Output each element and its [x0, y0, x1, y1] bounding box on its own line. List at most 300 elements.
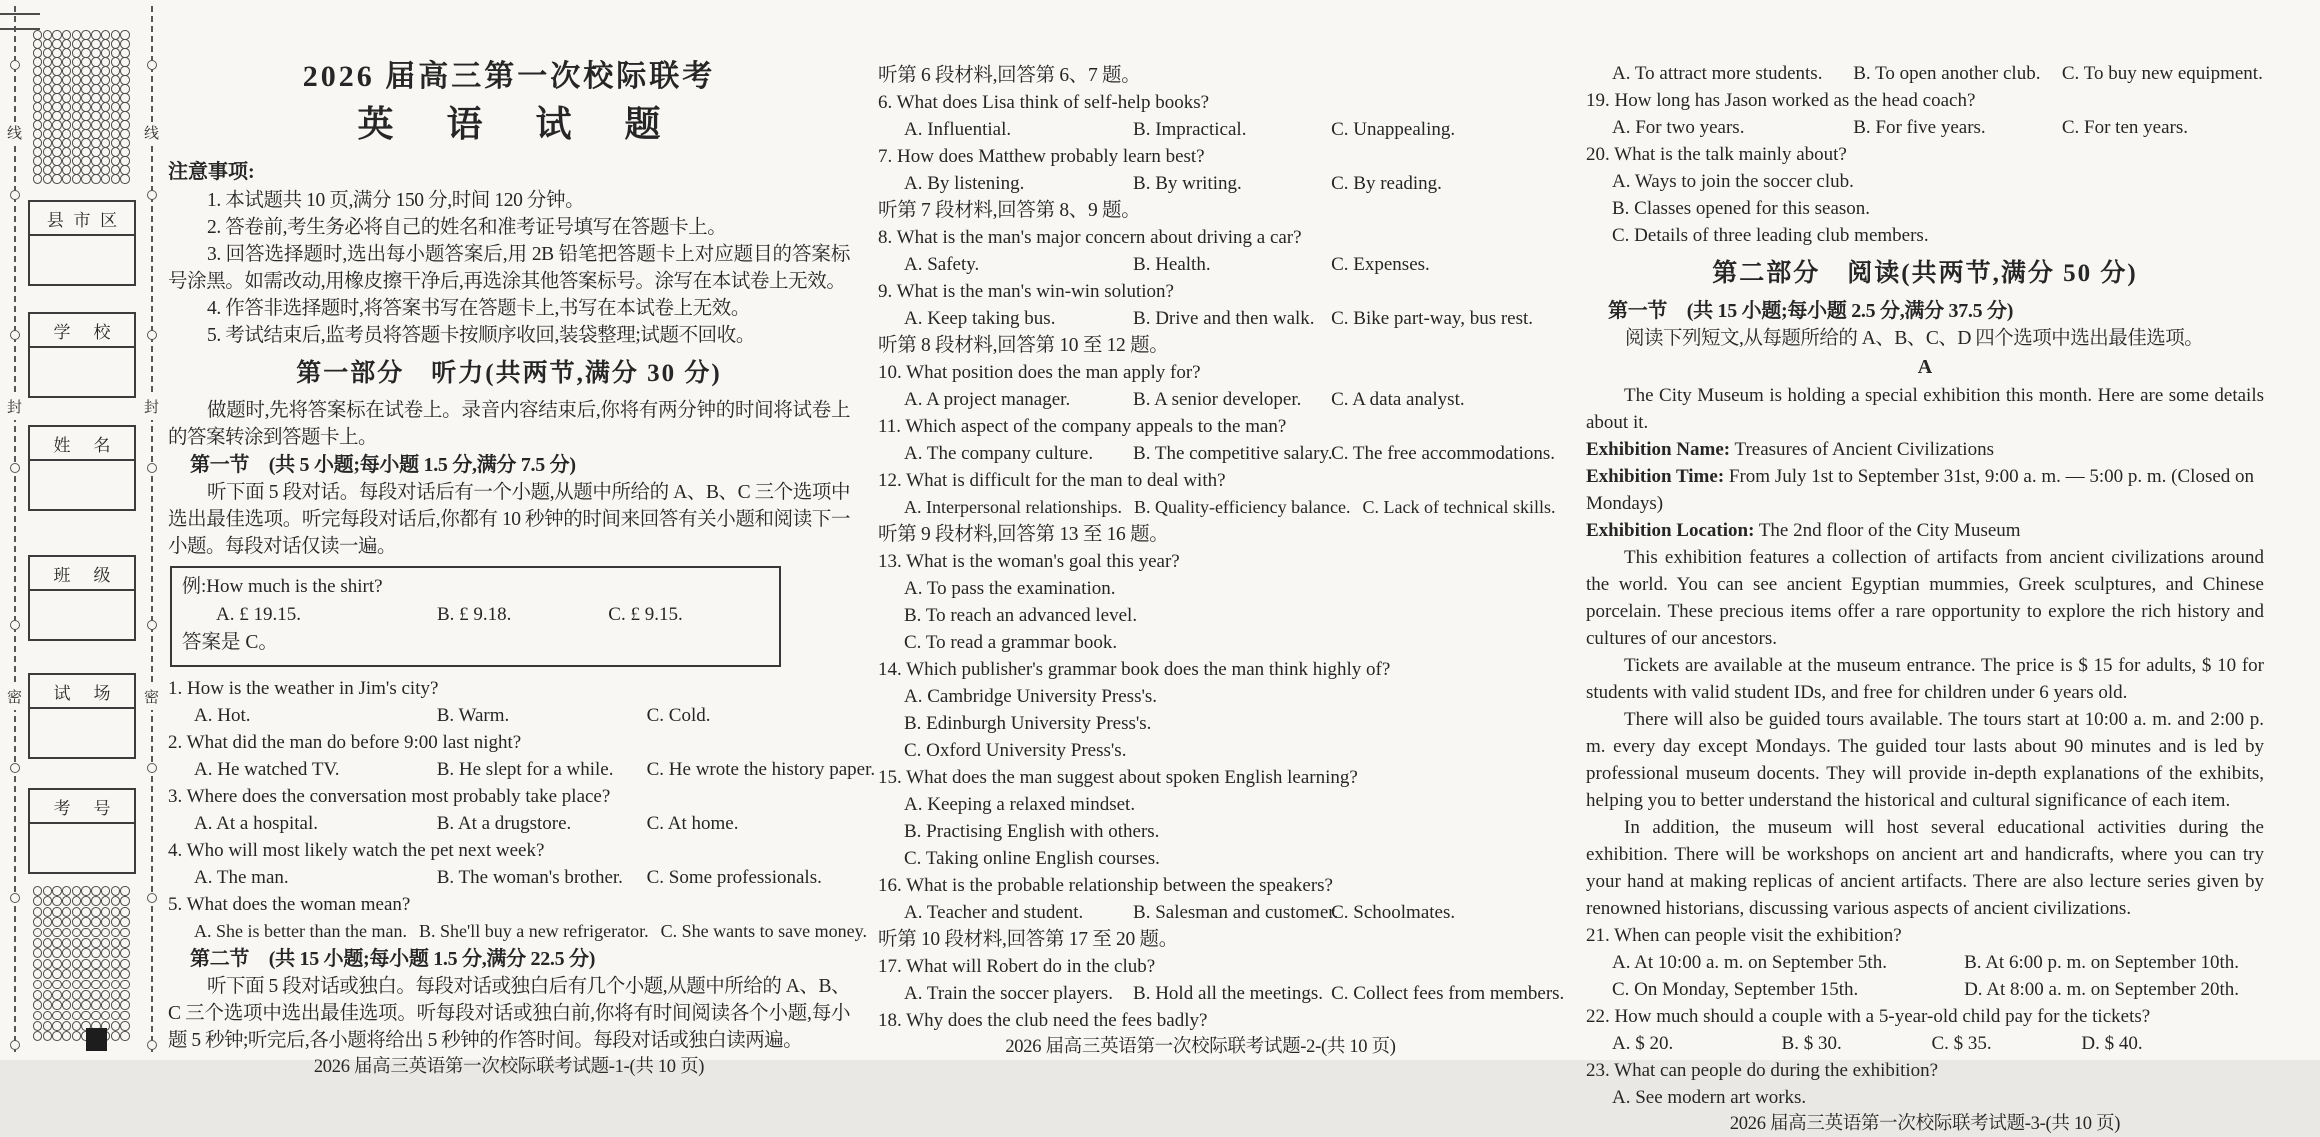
option: B. Practising English with others.	[904, 821, 1160, 842]
answer-bubble	[111, 174, 120, 184]
answer-bubble	[52, 959, 61, 969]
answer-bubble	[43, 886, 52, 896]
question-block	[878, 872, 1523, 926]
answer-bubble	[62, 990, 71, 1000]
option: A. Interpersonal relationships.	[904, 497, 1122, 517]
seal-circle	[10, 620, 20, 630]
answer-bubble	[33, 1021, 42, 1031]
answer-bubble	[101, 907, 110, 917]
option: C. Bike part-way, bus rest.	[1331, 308, 1534, 329]
answer-bubble	[72, 917, 81, 927]
answer-bubble	[101, 896, 110, 906]
page-2-column	[878, 62, 1565, 1057]
seal-char: 线	[6, 122, 23, 146]
seal-char: 封	[6, 396, 23, 420]
option: B. A senior developer.	[1133, 389, 1302, 410]
answer-bubble	[52, 969, 61, 979]
field-label-char: 场	[93, 683, 111, 703]
page-footer: 2026 届高三英语第一次校际联考试题-3-(共 10 页)	[1729, 1114, 2121, 1134]
answer-bubble	[72, 886, 81, 896]
option: A. Keep taking bus.	[904, 308, 1056, 329]
seal-circle	[10, 763, 20, 773]
field-label-char: 校	[93, 322, 111, 342]
option: C. Lack of technical skills.	[1362, 497, 1556, 517]
option: A. $ 20.	[1612, 1033, 1674, 1054]
answer-bubble	[33, 1011, 42, 1021]
answer-bubble	[72, 948, 81, 958]
seal-char: 线	[143, 122, 160, 146]
answer-bubble	[52, 1031, 61, 1041]
option: C. Cold.	[646, 705, 711, 726]
question-line: 2. What did the man do before 9:00 last night?	[168, 732, 522, 753]
answer-bubble	[43, 980, 52, 990]
page-footer: 2026 届高三英语第一次校际联考试题-2-(共 10 页)	[1005, 1037, 1396, 1057]
answer-bubble	[120, 1031, 129, 1041]
options-row	[878, 305, 1534, 332]
answer-bubble	[52, 886, 61, 896]
part-heading: 第一部分 听力(共两节,满分 30 分)	[296, 360, 722, 387]
question-block	[1586, 1003, 2264, 1057]
answer-bubble	[91, 1011, 100, 1021]
question-block	[1586, 141, 2264, 249]
question-line: 17. What will Robert do in the club?	[878, 956, 1156, 977]
instruction-paragraph: 听下面 5 段对话或独白。每段对话或独白后有几个小题,从题中所给的 A、B、C 三个选项中选出最佳选项。听每段对话或独白前,你将有时间阅读各个小题,每小题 5 秒钟;听完后,各小题将给出 5 秒钟的作答时间。每段对话或独白读两遍。	[168, 976, 850, 1051]
answer-bubble	[43, 1021, 52, 1031]
question-line: 3. Where does the conversation most probably take place?	[168, 786, 611, 807]
option: B. The woman's brother.	[436, 867, 623, 888]
seal-circle	[10, 60, 20, 70]
field-label-char: 市	[73, 210, 91, 230]
answer-bubble	[91, 948, 100, 958]
seal-circle	[10, 1040, 20, 1050]
question-line: 5. What does the woman mean?	[168, 894, 411, 915]
registration-dash	[0, 13, 40, 15]
answer-bubble	[91, 980, 100, 990]
answer-bubble	[52, 917, 61, 927]
answer-bubble	[62, 907, 71, 917]
answer-bubble	[72, 959, 81, 969]
instruction-paragraph: 阅读下列短文,从每题所给的 A、B、C、D 四个选项中选出最佳选项。	[1625, 328, 2204, 349]
answer-bubble	[81, 948, 90, 958]
answer-bubble	[120, 959, 129, 969]
answer-bubble	[111, 896, 120, 906]
answer-bubble	[111, 1011, 120, 1021]
question-block	[878, 764, 1523, 872]
seal-char: 封	[143, 396, 160, 420]
notice-item: 5. 考试结束后,监考员将答题卡按顺序收回,装袋整理;试题不回收。	[207, 325, 755, 346]
options-row	[182, 601, 769, 628]
answer-bubble	[120, 990, 129, 1000]
option: B. To open another club.	[1853, 63, 2041, 84]
options-row	[878, 980, 1565, 1007]
option: B. Warm.	[436, 705, 510, 726]
field-label-char: 姓	[53, 435, 71, 455]
answer-bubble	[43, 1000, 52, 1010]
info-label: Exhibition Name:	[1586, 439, 1731, 460]
info-label: Exhibition Time:	[1586, 466, 1725, 487]
seal-circle	[10, 330, 20, 340]
answer-bubble	[120, 174, 129, 184]
answer-bubble	[62, 1000, 71, 1010]
material-header: 听第 9 段材料,回答第 13 至 16 题。	[878, 524, 1169, 545]
answer-bubble	[72, 990, 81, 1000]
question-block	[1586, 1057, 2264, 1111]
answer-bubble	[43, 969, 52, 979]
option: A. To pass the examination.	[904, 578, 1116, 599]
answer-bubble	[62, 1011, 71, 1021]
question-line: 6. What does Lisa think of self-help books?	[878, 92, 1210, 113]
passage-paragraph: In addition, the museum will host several educational activities during the exhibition. There will be workshops on ancient art and handicrafts, where you can try your hand at making replicas of ancient artifacts. There are also lecture series given by renowned historians, discussing various aspects of ancient civilizations.	[1586, 817, 2264, 919]
option: B. He slept for a while.	[436, 759, 614, 780]
seal-char: 密	[143, 686, 160, 710]
field-label-char: 考	[53, 798, 71, 818]
options-row	[878, 170, 1523, 197]
answer-bubble	[52, 907, 61, 917]
question-block	[1586, 87, 2264, 141]
answer-bubble	[72, 1021, 81, 1031]
question-block	[878, 656, 1523, 764]
option: B. Impractical.	[1133, 119, 1247, 140]
options-row	[878, 386, 1523, 413]
question-line: 10. What position does the man apply for?	[878, 362, 1201, 383]
question-block	[1586, 922, 2264, 1003]
info-value: Treasures of Ancient Civilizations	[1730, 439, 1994, 460]
answer-bubble	[91, 917, 100, 927]
option: B. The competitive salary.	[1133, 443, 1333, 464]
option: C. The free accommodations.	[1331, 443, 1555, 464]
option: B. Edinburgh University Press's.	[904, 713, 1152, 734]
question-block	[878, 359, 1523, 413]
field-label-char: 级	[93, 565, 111, 585]
info-value: The 2nd floor of the City Museum	[1754, 520, 2021, 541]
answer-bubble	[43, 1031, 52, 1041]
part-heading: 第二部分 阅读(共两节,满分 50 分)	[1712, 260, 2138, 287]
answer-bubble	[120, 1000, 129, 1010]
answer-bubble	[101, 917, 110, 927]
answer-bubble	[62, 969, 71, 979]
field-box-4	[28, 555, 136, 641]
section-heading: 第二节 (共 15 小题;每小题 1.5 分,满分 22.5 分)	[190, 948, 596, 970]
answer-bubble	[120, 1021, 129, 1031]
answer-bubble	[33, 980, 42, 990]
answer-bubble	[120, 907, 129, 917]
answer-bubble	[81, 980, 90, 990]
seal-circle	[10, 893, 20, 903]
option: B. Quality-efficiency balance.	[1133, 497, 1351, 517]
options-row	[878, 440, 1555, 467]
options-row	[1586, 1030, 2264, 1057]
option: C. $ 35.	[1931, 1033, 1992, 1054]
options-row	[1586, 949, 2264, 1003]
answer-bubble	[120, 948, 129, 958]
option: C. Some professionals.	[646, 867, 822, 888]
option: A. At a hospital.	[194, 813, 319, 834]
field-label-char: 班	[53, 565, 71, 585]
answer-bubble	[52, 948, 61, 958]
answer-bubble	[72, 1011, 81, 1021]
answer-bubble	[111, 938, 120, 948]
passage-paragraph: Tickets are available at the museum entrance. The price is $ 15 for adults, $ 10 for students with valid student IDs, and free for children under 6 years old.	[1586, 655, 2264, 703]
question-block	[878, 224, 1523, 278]
notice-item: 2. 答卷前,考生务必将自己的姓名和准考证号填写在答题卡上。	[207, 217, 727, 238]
answer-bubble	[91, 1000, 100, 1010]
answer-bubble	[81, 886, 90, 896]
option: B. At a drugstore.	[436, 813, 572, 834]
option: C. She wants to save money.	[660, 921, 867, 941]
answer-bubble	[101, 990, 110, 1000]
answer-bubble	[43, 938, 52, 948]
seal-circle	[10, 190, 20, 200]
seal-circle	[147, 330, 157, 340]
answer-bubble	[52, 938, 61, 948]
passage-paragraph: There will also be guided tours available. The tours start at 10:00 a. m. and 2:00 p. m. every day except Mondays. The guided tour lasts about 90 minutes and is led by professional museum docents. They will provide in-depth explanations of the exhibits, helping you to better understand the historical and cultural significance of each item.	[1586, 709, 2264, 811]
answer-bubble	[111, 959, 120, 969]
answer-bubble	[101, 1011, 110, 1021]
answer-bubble	[43, 907, 52, 917]
option: A. See modern art works.	[1612, 1087, 1807, 1108]
option: C. Schoolmates.	[1331, 902, 1456, 923]
section-heading: 第一节 (共 15 小题;每小题 2.5 分,满分 37.5 分)	[1608, 300, 2014, 322]
option: A. Train the soccer players.	[904, 983, 1113, 1004]
question-line: 1. How is the weather in Jim's city?	[168, 678, 439, 699]
passage-paragraph: The City Museum is holding a special exhibition this month. Here are some details about it.	[1586, 385, 2264, 433]
answer-bubble	[101, 948, 110, 958]
question-line: 9. What is the man's win-win solution?	[878, 281, 1174, 302]
seal-circle	[147, 1040, 157, 1050]
question-block	[878, 1007, 1523, 1034]
answer-bubble	[62, 896, 71, 906]
option: C. Collect fees from members.	[1331, 983, 1565, 1004]
answer-bubble	[91, 990, 100, 1000]
option: A. Ways to join the soccer club.	[1612, 171, 1854, 192]
answer-bubble	[72, 938, 81, 948]
answer-bubble-grid	[33, 30, 130, 183]
answer-bubble	[33, 917, 42, 927]
field-label-char: 名	[93, 435, 111, 455]
field-label-char: 号	[93, 798, 111, 818]
instruction-paragraph: 听下面 5 段对话。每段对话后有一个小题,从题中所给的 A、B、C 三个选项中选出最佳选项。听完每段对话后,你都有 10 秒钟的时间来回答有关小题和阅读下一小题。每段对话仅读一遍。	[168, 482, 850, 557]
answer-bubble	[81, 907, 90, 917]
option: C. Oxford University Press's.	[904, 740, 1127, 761]
field-box-6	[28, 788, 136, 874]
answer-bubble	[81, 1000, 90, 1010]
answer-bubble	[81, 917, 90, 927]
question-block	[168, 837, 850, 891]
answer-bubble	[52, 1000, 61, 1010]
question-block	[168, 891, 867, 945]
field-box-5	[28, 673, 136, 759]
question-line: 16. What is the probable relationship between the speakers?	[878, 875, 1333, 896]
option: A. The man.	[194, 867, 289, 888]
question-block	[168, 783, 850, 837]
registration-mark	[86, 1028, 107, 1051]
question-line: 21. When can people visit the exhibition?	[1586, 925, 1902, 946]
seal-char: 密	[6, 686, 23, 710]
answer-bubble	[52, 1011, 61, 1021]
field-label	[30, 790, 134, 824]
field-label	[30, 202, 134, 236]
answer-bubble	[72, 896, 81, 906]
option: C. To buy new equipment.	[2061, 63, 2263, 84]
material-header: 听第 6 段材料,回答第 6、7 题。	[878, 65, 1141, 86]
answer-bubble	[33, 907, 42, 917]
option: D. At 8:00 a. m. on September 20th.	[1964, 979, 2240, 1000]
answer-bubble	[33, 938, 42, 948]
option: A. Hot.	[194, 705, 251, 726]
answer-bubble	[111, 990, 120, 1000]
answer-bubble	[43, 917, 52, 927]
options-row	[878, 899, 1523, 926]
question-block	[878, 467, 1556, 521]
answer-bubble	[81, 959, 90, 969]
answer-bubble	[72, 174, 81, 184]
option: B. At 6:00 p. m. on September 10th.	[1964, 952, 2240, 973]
paper-title: 英 语 试 题	[357, 104, 683, 144]
answer-bubble	[43, 174, 52, 184]
question-line: 14. Which publisher's grammar book does the man think highly of?	[878, 659, 1391, 680]
field-box-2	[28, 312, 136, 398]
option: C. Taking online English courses.	[904, 848, 1160, 869]
option: C. At home.	[646, 813, 739, 834]
option: A. The company culture.	[904, 443, 1094, 464]
option: A. By listening.	[904, 173, 1025, 194]
answer-bubble	[52, 174, 61, 184]
question-block	[878, 278, 1534, 332]
field-box-3	[28, 425, 136, 511]
notice-item: 1. 本试题共 10 页,满分 150 分,时间 120 分钟。	[207, 190, 585, 211]
seal-circle	[10, 463, 20, 473]
option: A. Safety.	[904, 254, 980, 275]
answer-bubble	[62, 959, 71, 969]
answer-bubble	[81, 969, 90, 979]
answer-bubble	[111, 1031, 120, 1041]
answer-bubble	[52, 990, 61, 1000]
answer-bubble	[91, 938, 100, 948]
seal-circle	[147, 463, 157, 473]
answer-bubble	[33, 896, 42, 906]
field-label	[30, 675, 134, 709]
answer-bubble	[101, 969, 110, 979]
option: A. Keeping a relaxed mindset.	[904, 794, 1136, 815]
example-answer: 答案是 C。	[182, 632, 278, 653]
answer-bubble	[52, 1021, 61, 1031]
field-label-char: 学	[53, 322, 71, 342]
answer-bubble	[120, 1011, 129, 1021]
answer-bubble	[81, 896, 90, 906]
passage-label: A	[1917, 356, 1933, 378]
material-header: 听第 7 段材料,回答第 8、9 题。	[878, 200, 1141, 221]
answer-bubble	[111, 917, 120, 927]
notice-item: 3. 回答选择题时,选出每小题答案后,用 2B 铅笔把答题卡上对应题目的答案标号涂黑。如需改动,用橡皮擦干净后,再选涂其他答案标号。涂写在本试卷上无效。	[168, 244, 850, 292]
answer-bubble	[62, 886, 71, 896]
answer-bubble	[33, 886, 42, 896]
question-line: 23. What can people do during the exhibition?	[1586, 1060, 1939, 1081]
option: C. A data analyst.	[1331, 389, 1465, 410]
question-block	[878, 413, 1555, 467]
option: B. She'll buy a new refrigerator.	[418, 921, 649, 941]
answer-bubble	[62, 928, 71, 938]
answer-bubble	[62, 980, 71, 990]
example-question: 例:How much is the shirt?	[182, 576, 383, 597]
options-row	[1586, 168, 2264, 249]
option: B. Salesman and customer.	[1133, 902, 1339, 923]
answer-bubble	[91, 928, 100, 938]
options-row	[878, 791, 1523, 872]
option: C. Unappealing.	[1331, 119, 1456, 140]
answer-bubble	[101, 174, 110, 184]
notice-item: 4. 作答非选择题时,将答案书写在答题卡上,书写在本试卷上无效。	[207, 298, 750, 319]
seal-circle	[147, 190, 157, 200]
info-label: Exhibition Location:	[1586, 520, 1755, 541]
answer-bubble	[81, 928, 90, 938]
answer-bubble	[52, 896, 61, 906]
question-line: 13. What is the woman's goal this year?	[878, 551, 1180, 572]
answer-bubble	[43, 990, 52, 1000]
answer-bubble	[62, 174, 71, 184]
option: A. He watched TV.	[194, 759, 340, 780]
option: C. For ten years.	[2061, 117, 2188, 138]
question-line: 20. What is the talk mainly about?	[1586, 144, 1847, 165]
material-header: 听第 10 段材料,回答第 17 至 20 题。	[878, 929, 1178, 950]
option: C. By reading.	[1331, 173, 1442, 194]
question-block	[168, 729, 876, 783]
option: B. Classes opened for this season.	[1612, 198, 1871, 219]
field-label	[30, 557, 134, 591]
question-line: 19. How long has Jason worked as the head coach?	[1586, 90, 1976, 111]
answer-bubble	[62, 1031, 71, 1041]
answer-bubble	[72, 969, 81, 979]
answer-bubble-grid	[33, 886, 130, 1042]
answer-bubble	[91, 959, 100, 969]
answer-bubble	[101, 928, 110, 938]
answer-bubble	[120, 886, 129, 896]
option: B. Drive and then walk.	[1133, 308, 1315, 329]
info-line	[1586, 436, 2264, 463]
answer-bubble	[101, 938, 110, 948]
option: C. On Monday, September 15th.	[1612, 979, 1859, 1000]
option: D. $ 40.	[2081, 1033, 2143, 1054]
option: C. He wrote the history paper.	[646, 759, 876, 780]
option: B. By writing.	[1133, 173, 1242, 194]
option: C. Details of three leading club members.	[1612, 225, 1929, 246]
answer-bubble	[72, 907, 81, 917]
answer-bubble	[111, 1021, 120, 1031]
answer-bubble	[81, 938, 90, 948]
option: B. £ 9.18.	[437, 604, 512, 625]
passage-paragraph: This exhibition features a collection of artifacts from ancient civilizations around the world. You can see ancient Egyptian mummies, Greek sculptures, and Chinese porcelain. These precious items offer a rare opportunity to explore the rich history and cultures of our ancestors.	[1586, 547, 2264, 649]
answer-bubble	[120, 969, 129, 979]
question-block	[878, 548, 1523, 656]
answer-bubble	[72, 928, 81, 938]
answer-bubble	[33, 174, 42, 184]
answer-bubble	[120, 928, 129, 938]
options-row	[168, 756, 876, 783]
answer-bubble	[43, 928, 52, 938]
info-line	[1586, 517, 2264, 544]
answer-bubble	[33, 990, 42, 1000]
option: A. She is better than the man.	[194, 921, 407, 941]
example-box	[170, 566, 781, 667]
section-heading: 第一节 (共 5 小题;每小题 1.5 分,满分 7.5 分)	[190, 454, 576, 476]
option: B. For five years.	[1853, 117, 1986, 138]
options-row	[1586, 1084, 2264, 1111]
answer-bubble	[120, 980, 129, 990]
registration-dash	[0, 28, 40, 30]
seal-circle	[147, 620, 157, 630]
answer-bubble	[33, 959, 42, 969]
question-line: 8. What is the man's major concern about driving a car?	[878, 227, 1302, 248]
answer-bubble	[101, 886, 110, 896]
